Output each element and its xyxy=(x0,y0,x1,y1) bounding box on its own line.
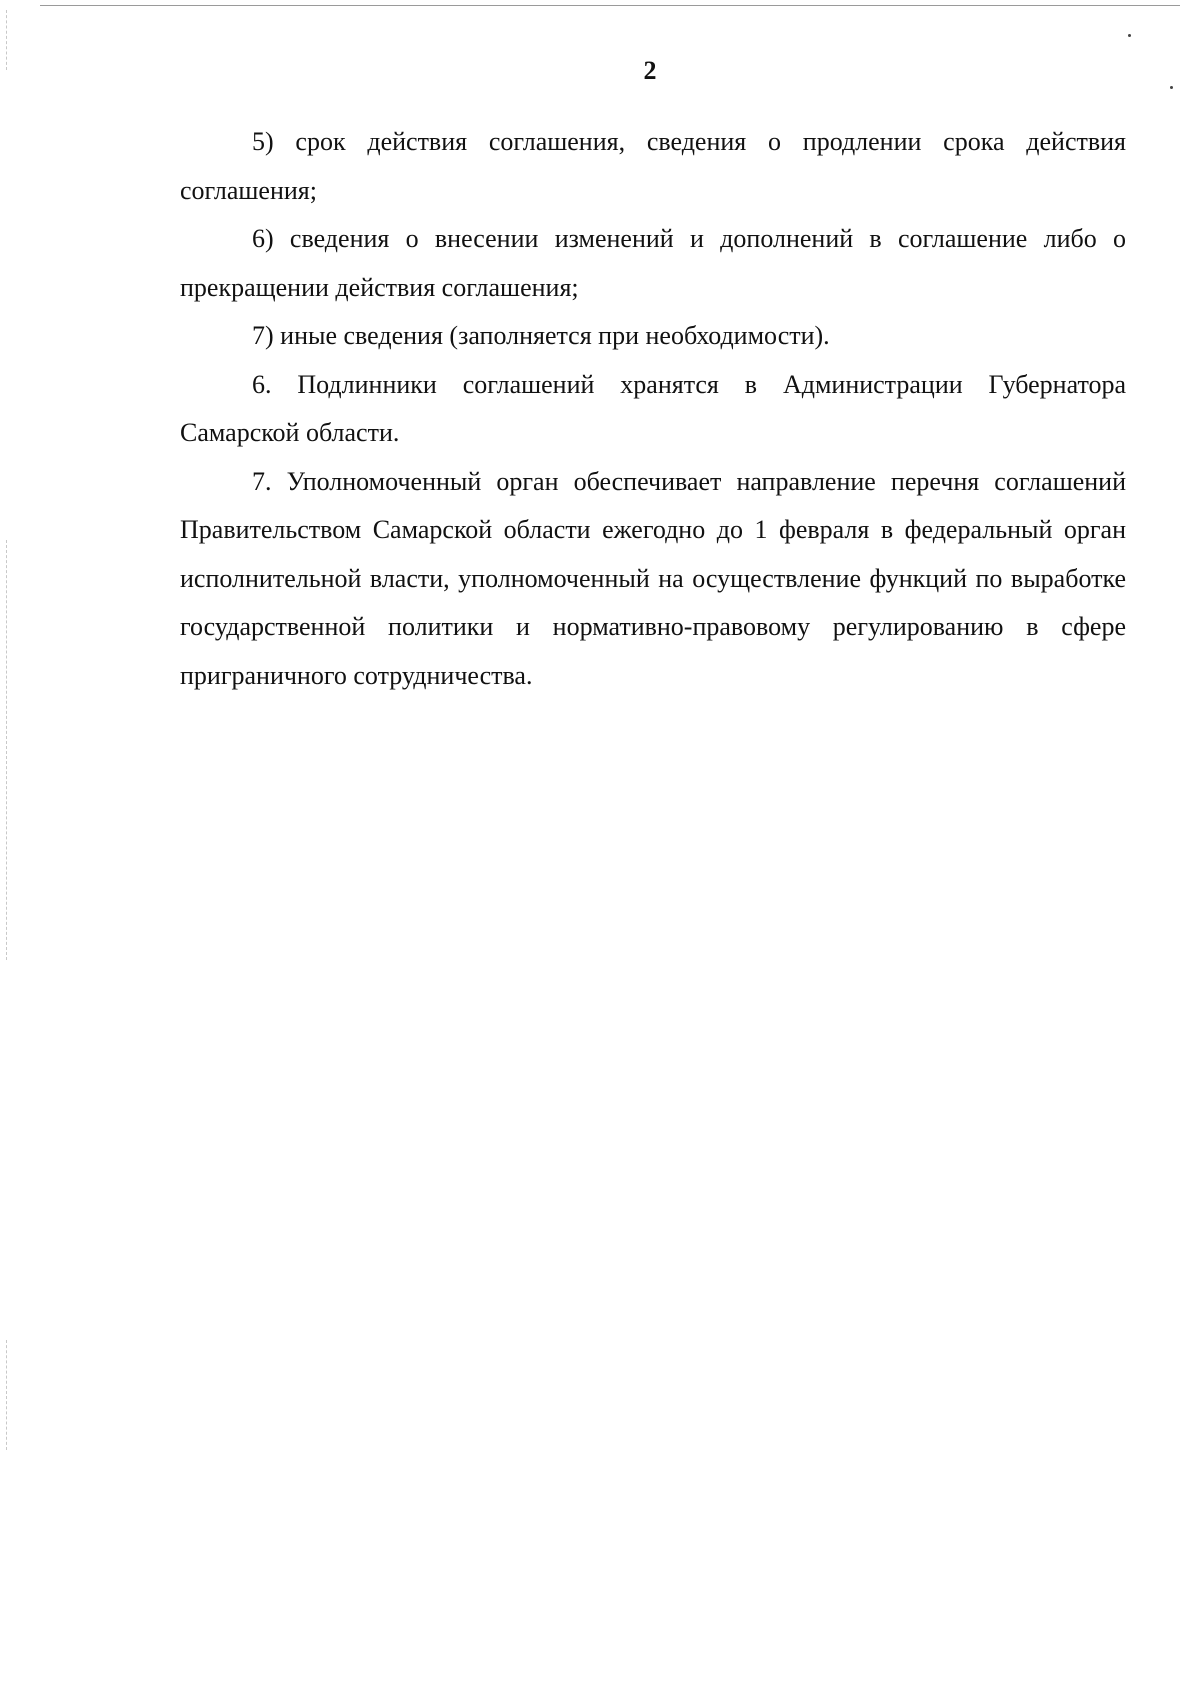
list-item-7: 7) иные сведения (заполняется при необходимости). xyxy=(252,321,830,350)
page-number: 2 xyxy=(643,56,657,85)
scan-edge-left-2 xyxy=(6,540,7,960)
scan-speck xyxy=(1128,34,1131,37)
list-item-5: 5) срок действия соглашения, сведения о продлении срока действия соглашения; xyxy=(180,127,1126,205)
clause-7: 7. Уполномоченный орган обеспечивает направление перечня соглашений Правительством Самарской области ежегодно до 1 февраля в федеральный орган исполнительной власти, уполномоченный на осуществление функций по выработке государственной политики и нормативно-правовому регулированию в сфере приграничного сотрудничества. xyxy=(180,466,1126,690)
list-item-6: 6) сведения о внесении изменений и дополнений в соглашение либо о прекращении действия соглашения; xyxy=(180,224,1126,302)
clause-6: 6. Подлинники соглашений хранятся в Администрации Губернатора Самарской области. xyxy=(180,369,1126,447)
scan-speck xyxy=(1170,86,1173,89)
scan-edge-left-3 xyxy=(6,1340,7,1450)
scan-border-top xyxy=(40,5,1180,6)
document-body xyxy=(180,118,1126,700)
